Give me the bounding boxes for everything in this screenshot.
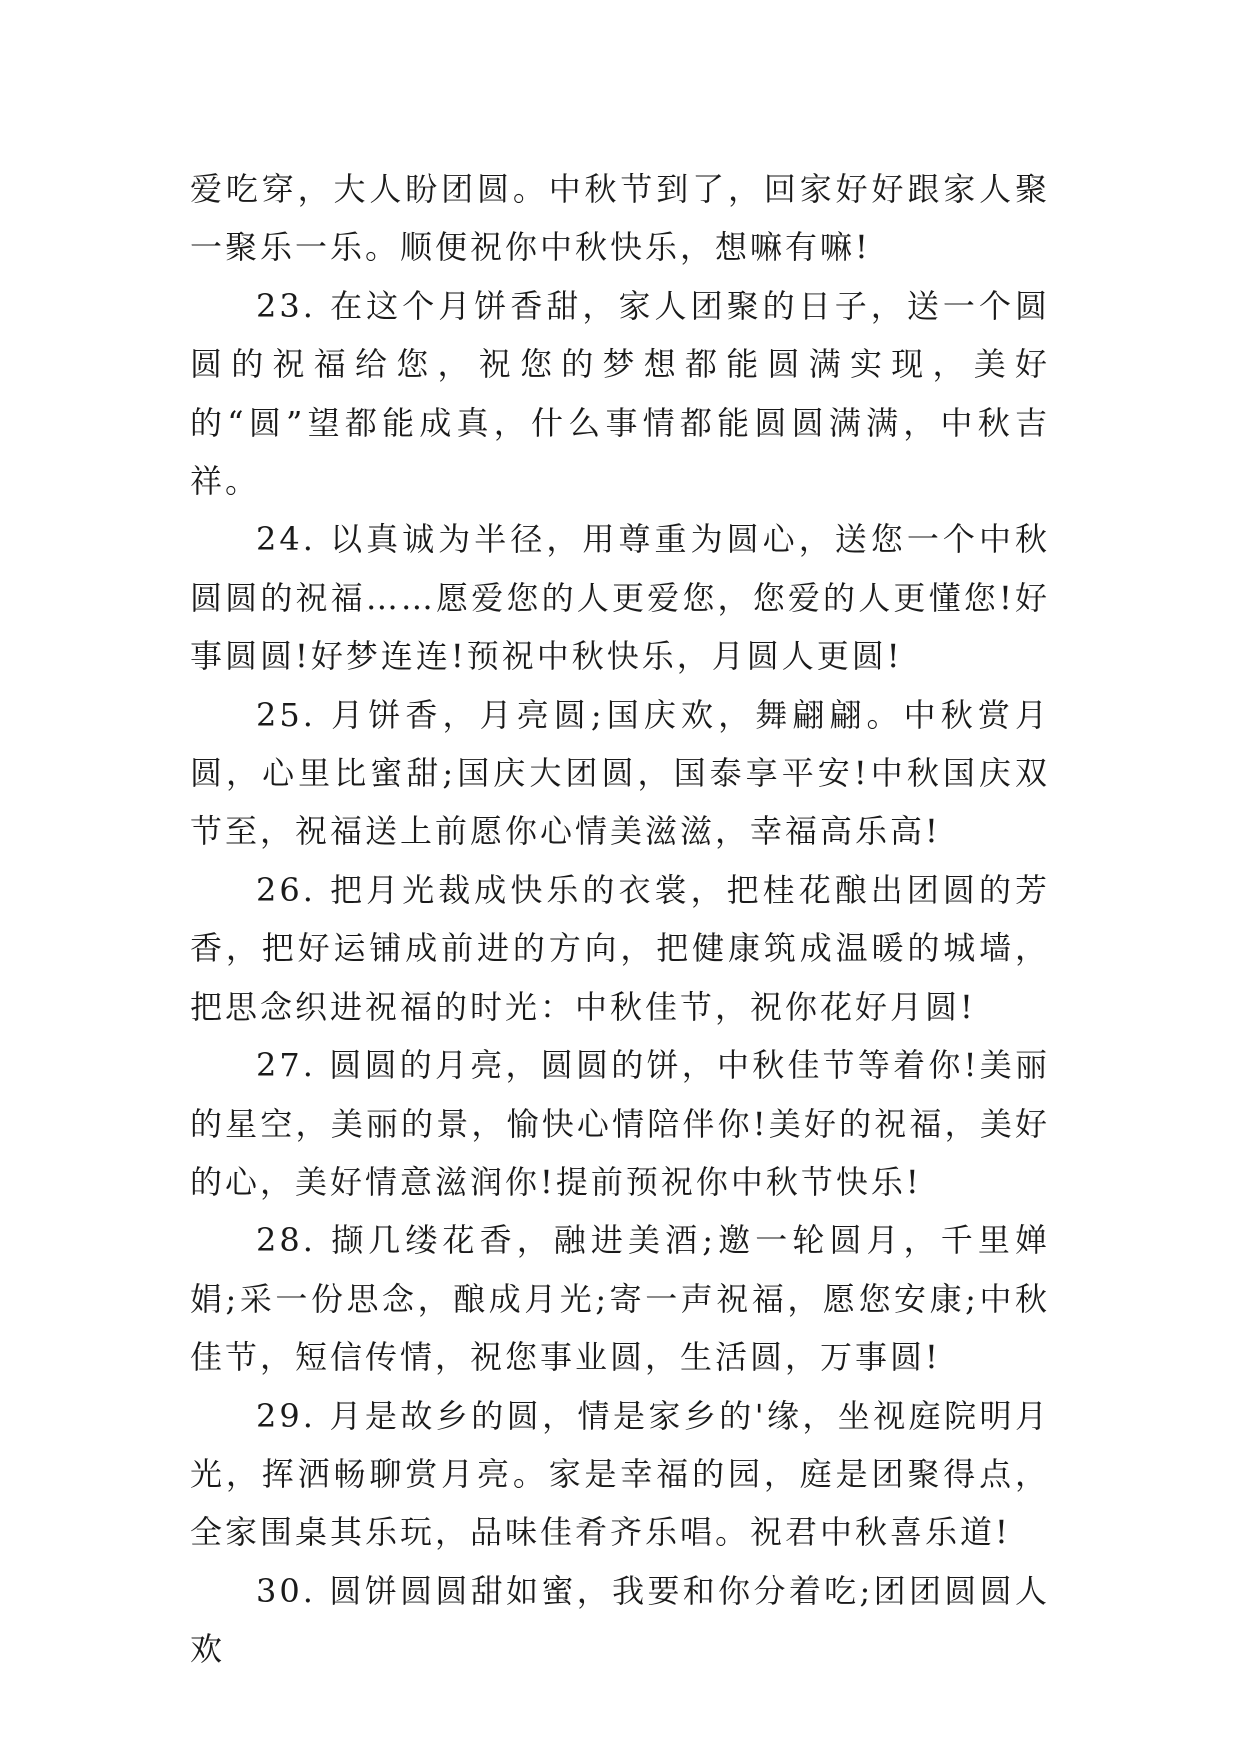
- paragraph-27: 27. 圆圆的月亮，圆圆的饼，中秋佳节等着你!美丽的星空，美丽的景，愉快心情陪伴你!美好的祝福，美好的心，美好情意滋润你!提前预祝你中秋节快乐!: [190, 1046, 1050, 1201]
- paragraph-23: 23. 在这个月饼香甜，家人团聚的日子，送一个圆圆的祝福给您，祝您的梦想都能圆满实现，美好的“圆”望都能成真，什么事情都能圆圆满满，中秋吉祥。: [190, 286, 1050, 501]
- document-body: [190, 160, 1050, 1679]
- paragraph-25: 25. 月饼香，月亮圆;国庆欢，舞翩翩。中秋赏月圆，心里比蜜甜;国庆大团圆，国泰享平安!中秋国庆双节至，祝福送上前愿你心情美滋滋，幸福高乐高!: [190, 695, 1050, 851]
- paragraph-26: 26. 把月光裁成快乐的衣裳，把桂花酿出团圆的芳香，把好运铺成前进的方向，把健康筑成温暖的城墙，把思念织进祝福的时光：中秋佳节，祝你花好月圆!: [190, 870, 1050, 1026]
- paragraph-28: 28. 撷几缕花香，融进美酒;邀一轮圆月，千里婵娟;采一份思念，酿成月光;寄一声祝福，愿您安康;中秋佳节，短信传情，祝您事业圆，生活圆，万事圆!: [190, 1221, 1050, 1377]
- paragraph-continued: 爱吃穿，大人盼团圆。中秋节到了，回家好好跟家人聚一聚乐一乐。顺便祝你中秋快乐，想嘛有嘛!: [190, 170, 1050, 267]
- paragraph-30: 30. 圆饼圆圆甜如蜜，我要和你分着吃;团团圆圆人欢: [190, 1571, 1050, 1669]
- paragraph-29: 29. 月是故乡的圆，情是家乡的'缘，坐视庭院明月光，挥洒畅聊赏月亮。家是幸福的园，庭是团聚得点，全家围桌其乐玩，品味佳肴齐乐唱。祝君中秋喜乐道!: [190, 1396, 1050, 1552]
- paragraph-24: 24. 以真诚为半径，用尊重为圆心，送您一个中秋圆圆的祝福……愿爱您的人更爱您，您爱的人更懂您!好事圆圆!好梦连连!预祝中秋快乐，月圆人更圆!: [190, 520, 1050, 676]
